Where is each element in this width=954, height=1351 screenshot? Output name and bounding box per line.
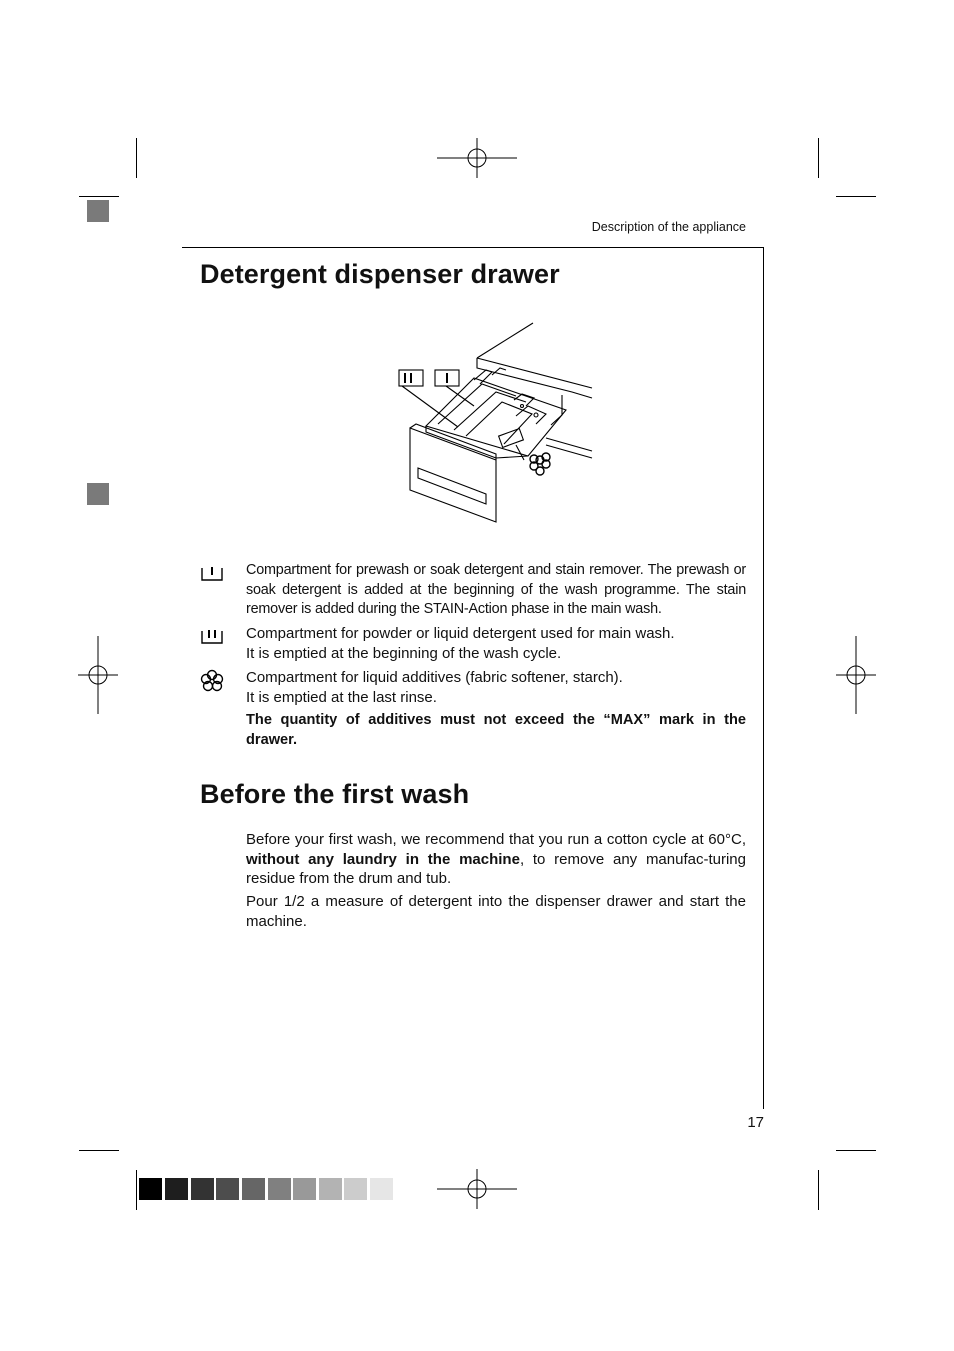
- main-wash-description: Compartment for powder or liquid detergent used for main wash. It is emptied at the beginning of the wash cycle.: [246, 625, 675, 662]
- softener-description: Compartment for liquid additives (fabric softener, starch). It is emptied at the last rinse.: [246, 669, 623, 706]
- calibration-swatch: [139, 1178, 162, 1200]
- dispenser-drawer-illustration: [396, 320, 596, 530]
- prewash-description: Compartment for prewash or soak detergent and stain remover. The prewash or soak detergent is added at the beginning of the wash programme. The stain remover is added during the STAIN-Action phase in the main wash.: [246, 562, 746, 617]
- section-title-first-wash: Before the first wash: [200, 779, 470, 809]
- page-number: 17: [747, 1114, 764, 1131]
- prewash-compartment-icon: [200, 564, 226, 584]
- main-wash-compartment-icon: [200, 627, 226, 647]
- calibration-swatch: [165, 1178, 188, 1200]
- registration-mark-left: [78, 636, 118, 714]
- section-title-drawer: Detergent dispenser drawer: [200, 259, 560, 289]
- first-wash-paragraph: Before your first wash, we recommend that you run a cotton cycle at 60°C, without any laundry in the machine, to remove any manufac-turing residue from the drum and tub.: [246, 831, 746, 887]
- registration-mark-top: [437, 138, 517, 178]
- registration-mark-bottom: [437, 1169, 517, 1209]
- right-margin-rule: [763, 247, 764, 1109]
- calibration-swatch: [268, 1178, 291, 1200]
- max-mark-warning: The quantity of additives must not exceed the “MAX” mark in the drawer.: [246, 712, 746, 748]
- calibration-swatch: [370, 1178, 393, 1200]
- calibration-swatch: [191, 1178, 214, 1200]
- detergent-paragraph: Pour 1/2 a measure of detergent into the dispenser drawer and start the machine.: [246, 893, 746, 930]
- registration-mark-right: [836, 636, 876, 714]
- calibration-swatch: [216, 1178, 239, 1200]
- calibration-swatch: [242, 1178, 265, 1200]
- fabric-softener-flower-icon: [200, 669, 226, 695]
- header-rule: [182, 247, 764, 248]
- running-header: Description of the appliance: [591, 220, 746, 234]
- calibration-swatch: [344, 1178, 367, 1200]
- calibration-swatch: [319, 1178, 342, 1200]
- side-marker-square-middle: [87, 483, 109, 505]
- side-marker-square-top: [87, 200, 109, 222]
- calibration-swatch: [293, 1178, 316, 1200]
